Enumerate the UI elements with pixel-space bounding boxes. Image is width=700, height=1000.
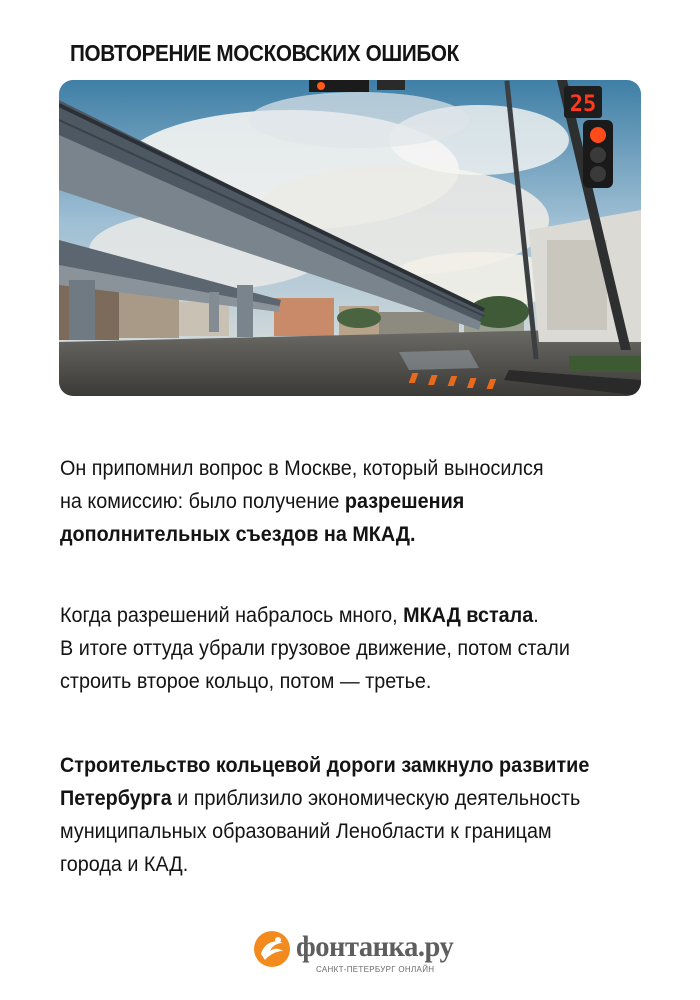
p2-line2: В итоге оттуда убрали грузовое движение, потом стали — [60, 636, 570, 660]
p2-bold: МКАД встала — [403, 603, 534, 627]
p3-line2b: и приблизило экономическую деятельность — [171, 786, 581, 810]
p1-line2a: на комиссию: было получение — [60, 489, 345, 513]
fontanka-logo[interactable] — [252, 929, 452, 979]
p2-line3: строить второе кольцо, потом — третье. — [60, 669, 432, 693]
p2-line1a: Когда разрешений набралось много, — [60, 603, 404, 627]
paragraph-1 — [60, 452, 612, 551]
paragraph-3 — [60, 749, 612, 881]
logo-name: фонтанка.ру — [296, 930, 454, 963]
p1-bold-1: разрешения — [344, 489, 465, 513]
paragraph-2 — [60, 599, 612, 698]
p2-period: . — [533, 603, 539, 627]
page-title: ПОВТОРЕНИЕ МОСКОВСКИХ ОШИБОК — [70, 40, 459, 66]
p3-line4: города и КАД. — [60, 852, 189, 876]
p1-line1: Он припомнил вопрос в Москве, который выносился — [60, 456, 544, 480]
logo-subtitle: САНКТ-ПЕТЕРБУРГ ОНЛАЙН — [316, 965, 435, 974]
overpass-photo — [59, 80, 641, 396]
p1-bold-2: дополнительных съездов на МКАД. — [60, 522, 416, 546]
p3-bold-2: Петербурга — [60, 786, 172, 810]
fontanka-logo-icon — [252, 929, 292, 969]
traffic-light-counter: 25 — [569, 92, 597, 117]
p3-bold-1: Строительство кольцевой дороги замкнуло развитие — [60, 753, 590, 777]
p3-line3: муниципальных образований Ленобласти к границам — [60, 819, 552, 843]
